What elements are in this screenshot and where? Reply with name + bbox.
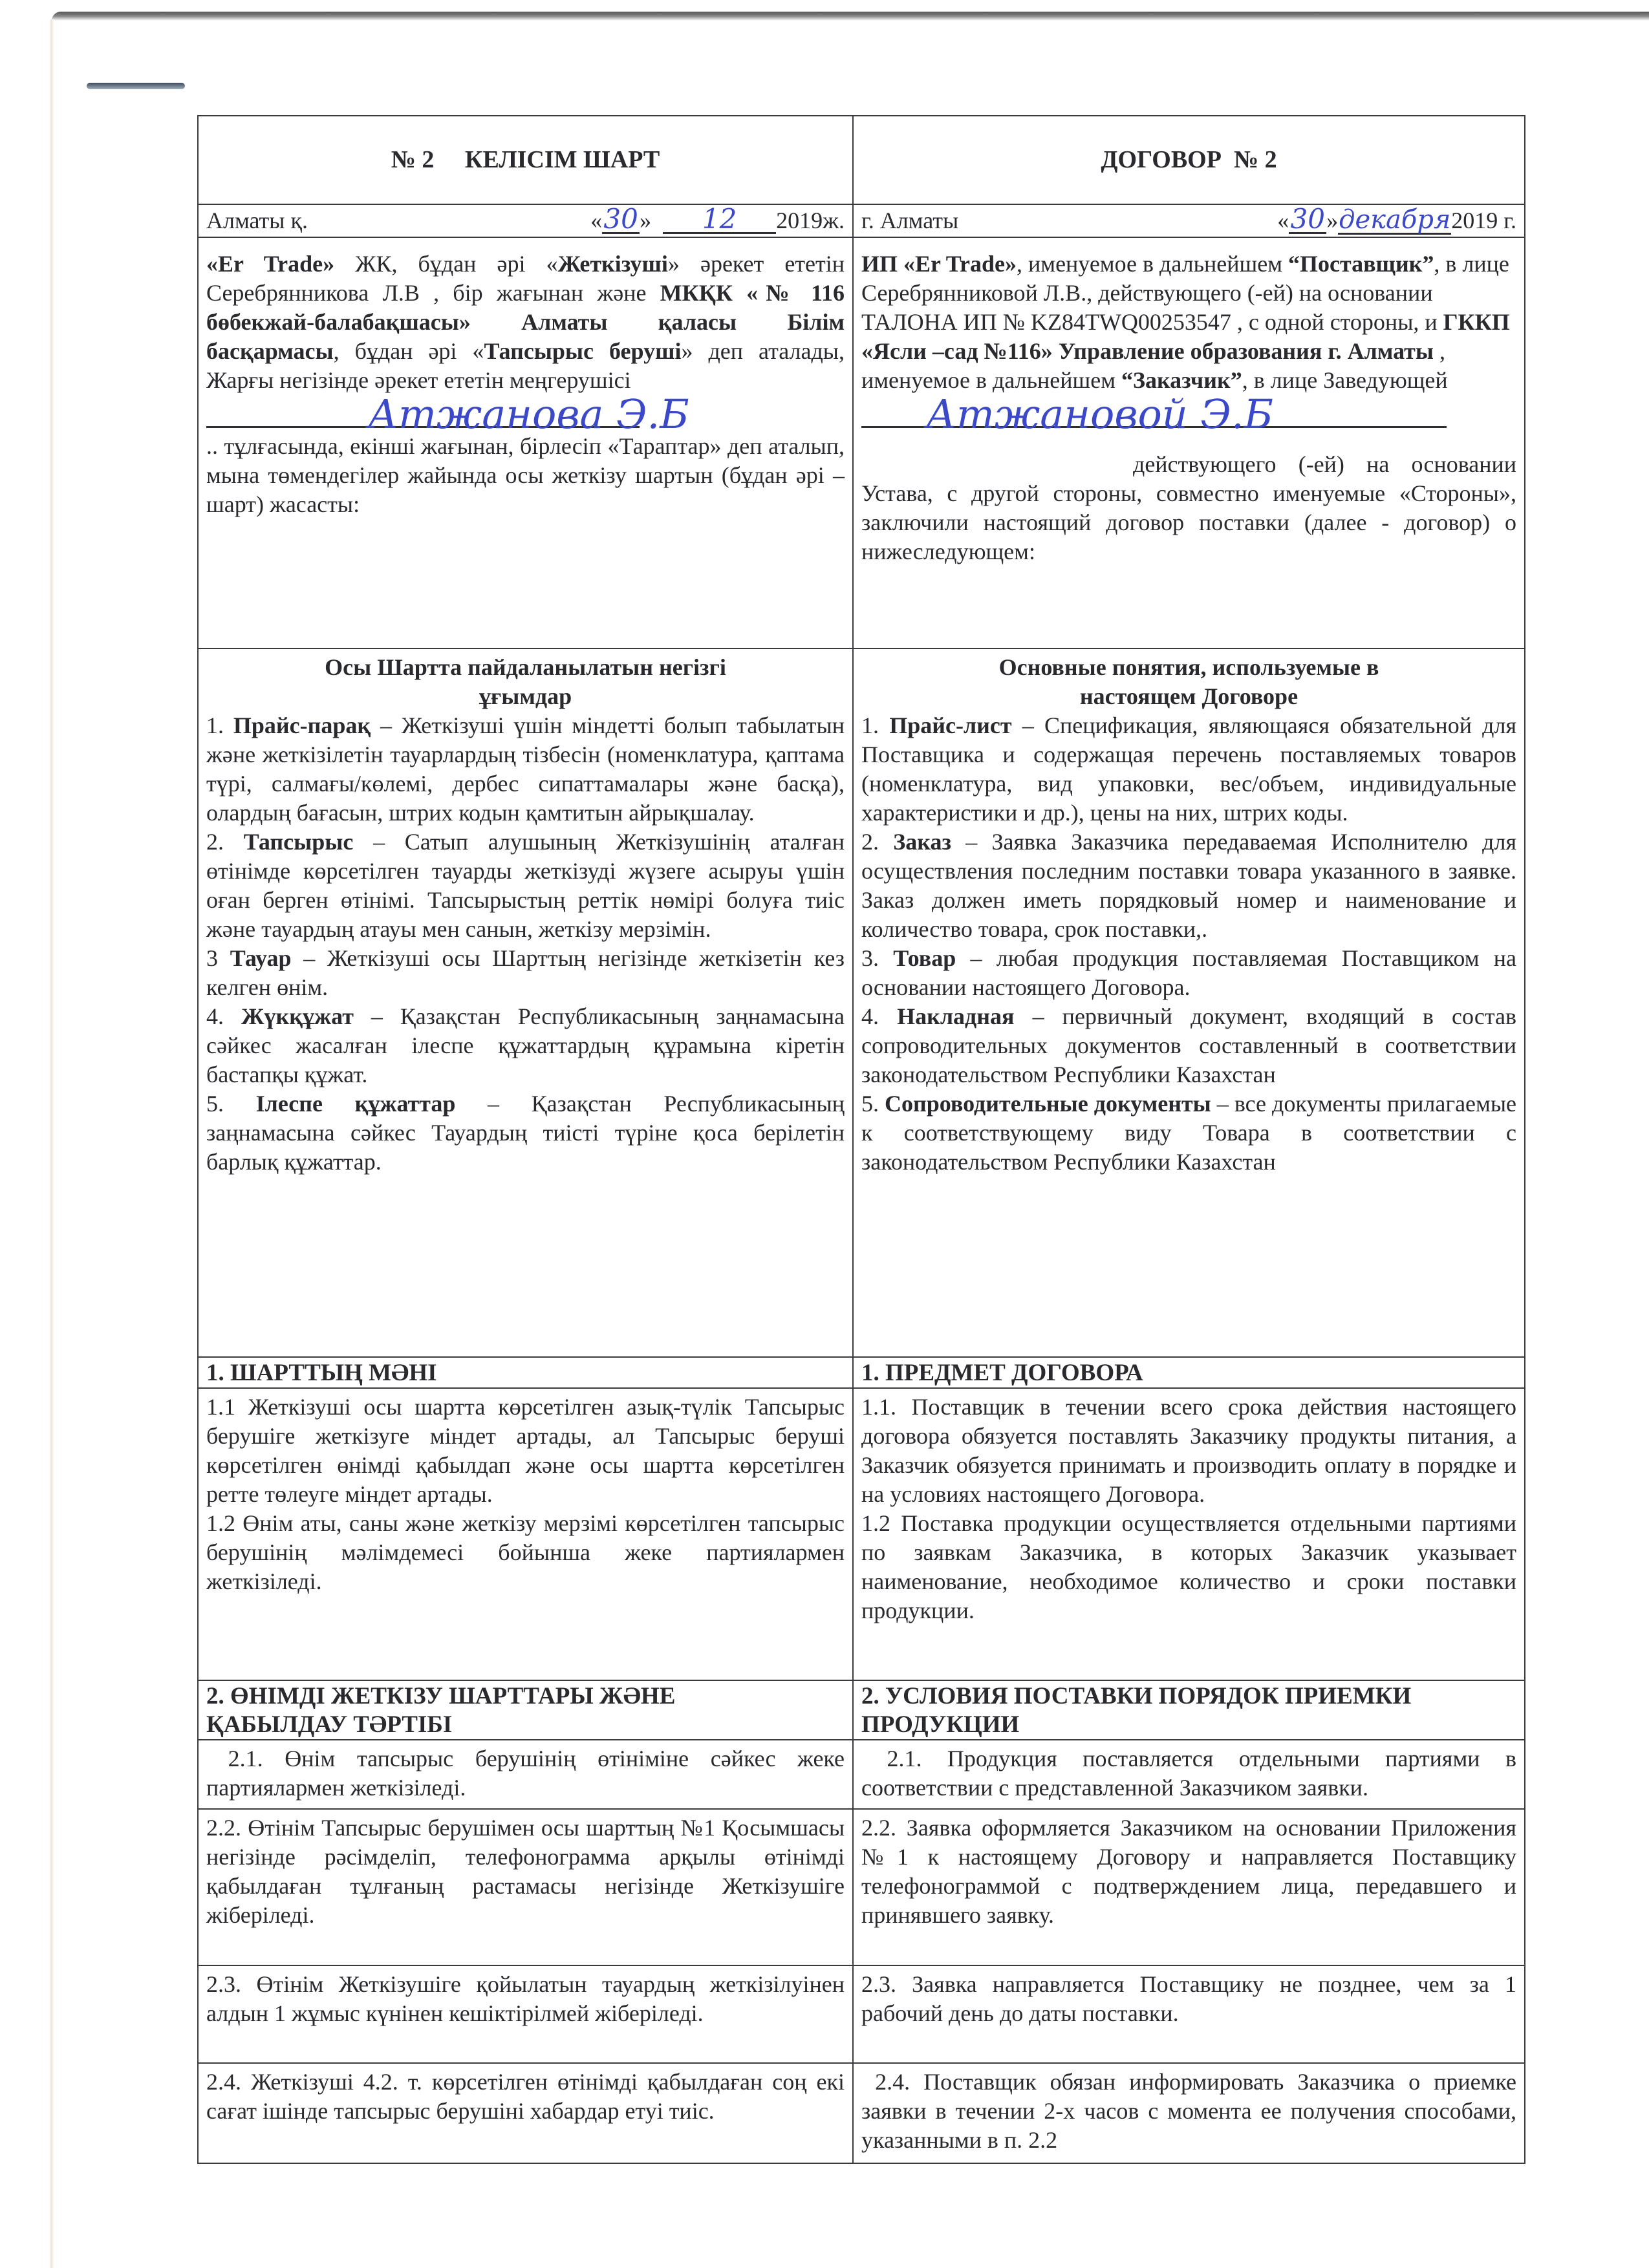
definition-item — [206, 1089, 845, 1177]
section1-body-kz — [198, 1388, 853, 1680]
def-text: – Қазақстан Республикасының заңнамасына сәйкес жасалған ілеспе құжаттардың құрамына кіретін бастапқы құжат. — [206, 1003, 845, 1087]
def-term: Прайс-лист — [889, 712, 1012, 738]
text: » деп аталады, Жарғы негізінде әрекет ететін меңгерушісі — [206, 338, 845, 393]
clause-2-4-kz: 2.4. Жеткізуші 4.2. т. көрсетілген өтінімді қабылдаған соң екі сағат ішінде тапсырыс берушіні хабардар етуі тиіс. — [198, 2063, 853, 2163]
def-text: – Қазақстан Республикасының заңнамасына сәйкес Тауардың тиісті түріне қоса берілетін барлық құжаттар. — [206, 1091, 845, 1175]
year-kz: 2019ж. — [776, 208, 845, 233]
section1-body-ru — [853, 1388, 1525, 1680]
quote-close: » — [640, 208, 652, 233]
definition-item — [861, 711, 1516, 828]
day-field-ru[interactable]: 30 — [1289, 206, 1326, 234]
text: , в лице Серебрянниковой Л.В., действующего (-ей) на основании ТАЛОНА ИП № KZ84TWQ00253547 , с одной стороны, и — [861, 251, 1509, 335]
supplier-role-kz: Жеткізуші — [557, 251, 668, 277]
def-num: 2. — [206, 829, 244, 855]
section1-heading-kz: 1. ШАРТТЫҢ МӘНІ — [198, 1357, 853, 1388]
clause-1-1-ru: 1.1. Поставщик в течении всего срока действия настоящего договора обязуется поставлять Заказчику продукты питания, а Заказчик обязуется принимать и производить оплату в порядке и на условиях настоящего Договора. — [861, 1394, 1516, 1507]
intro-kz — [198, 237, 853, 648]
section1-heading-ru: 1. ПРЕДМЕТ ДОГОВОРА — [853, 1357, 1525, 1388]
def-text: – Жеткізуші осы Шарттың негізінде жеткізетін кез келген өнім. — [206, 945, 845, 1000]
def-num: 5. — [861, 1091, 885, 1117]
quote-open: « — [1277, 208, 1289, 233]
def-text: – любая продукция поставляемая Поставщиком на основании настоящего Договора. — [861, 945, 1516, 1000]
signature-line-kz[interactable] — [206, 390, 689, 438]
clause-2-3-row — [198, 1965, 1525, 2063]
def-text: – Спецификация, являющаяся обязательной для Поставщика и содержащая перечень поставляемых товаров (номенклатура, вид упаковки, вес/объем, индивидуальные характеристики и др.), цены на них, штрих коды. — [861, 712, 1517, 826]
def-term: Сопроводительные документы — [885, 1091, 1211, 1117]
section1-body-row — [198, 1388, 1525, 1680]
text: » әрекет ететін Серебрянникова Л.В , бір жағынан және — [206, 251, 845, 306]
customer-role-ru: “Заказчик” — [1121, 367, 1242, 393]
clause-2-1-kz: 2.1. Өнім тапсырыс берушінің өтініміне сәйкес жеке партиялармен жеткізіледі. — [198, 1740, 853, 1809]
date-row — [198, 204, 1525, 237]
intro-row — [198, 237, 1525, 648]
definition-item — [861, 1089, 1516, 1177]
def-text: – Заявка Заказчика передаваемая Исполнителю для осуществления последним поставки товара указанного в заявке. Заказ должен иметь порядковый номер и наименование и количество товара, срок поставки,. — [861, 829, 1517, 942]
def-text: – все документы прилагаемые к соответствующему виду Товара в соответствии с законодательством Республики Казахстан — [861, 1091, 1516, 1175]
def-num: 2. — [861, 829, 894, 855]
def-term: Жүкқұжат — [241, 1003, 354, 1029]
def-num: 3. — [861, 945, 894, 971]
clause-2-4-row — [198, 2063, 1525, 2163]
text: , бұдан әрі « — [333, 338, 484, 364]
def-text: – Сатып алушының Жеткізушінің аталған өтінімде көрсетілген тауарды жеткізуді жүзеге асыруы үшін оған берген өтінімі. Тапсырыстың реттік нөмірі болуға тиіс және тауардың атауы мен санын, жеткізу мерзімін. — [206, 829, 845, 942]
customer-name-kz: МКҚК «№ 116 бөбекжай-балабақшасы» Алматы қаласы Білім басқармасы — [206, 280, 845, 364]
section2-heading-row — [198, 1680, 1525, 1740]
def-text: – первичный документ, входящий в состав сопроводительных документов составленный в соответствии законодательством Республики Казахстан — [861, 1003, 1517, 1087]
definitions-heading-kz: Осы Шартта пайдаланылатын негізгі ұғымдар — [325, 654, 726, 709]
supplier-name-ru: ИП «Er Trade» — [861, 251, 1017, 277]
definition-item — [206, 1002, 845, 1089]
clause-2-4-ru: 2.4. Поставщик обязан информировать Заказчика о приемке заявки в течении 2-х часов с момента ее получения способами, указанными в п. 2.2 — [853, 2063, 1525, 2163]
def-term: Прайс-парақ — [233, 712, 371, 738]
intro-ru — [853, 237, 1525, 648]
def-term: Заказ — [893, 829, 951, 855]
text: , именуемое в дальнейшем — [1017, 251, 1288, 277]
staple-mark — [87, 83, 185, 89]
intro-kz-paragraph-2: .. тұлғасында, екінші жағынан, бірлесіп «Тараптар» деп аталып, мына төмендегілер жайында осы жеткізу шартын (бұдан әрі – шарт) жасасты: — [206, 433, 845, 517]
definition-item — [861, 828, 1516, 944]
def-num: 4. — [206, 1003, 241, 1029]
section2-heading-kz: 2. ӨНІМДІ ЖЕТКІЗУ ШАРТТАРЫ ЖӘНЕ ҚАБЫЛДАУ ТӘРТІБІ — [198, 1680, 853, 1740]
scan-page-edge-top — [52, 12, 1649, 21]
clause-2-2-kz: 2.2. Өтінім Тапсырыс берушімен осы шарттың №1 Қосымшасы негізінде рәсімделіп, телефонограмма арқылы өтінімді қабылдаған тұлғаның растамасы негізінде Жеткізушіге жіберіледі. — [198, 1809, 853, 1965]
definition-item — [861, 1002, 1516, 1089]
definition-item — [206, 711, 845, 828]
clause-2-3-ru: 2.3. Заявка направляется Поставщику не позднее, чем за 1 рабочий день до даты поставки. — [853, 1965, 1525, 2063]
def-num: 1. — [206, 712, 233, 738]
quote-open: « — [590, 208, 603, 233]
text: , в лице Заведующей — [1242, 367, 1448, 393]
title-ru: ДОГОВОР № 2 — [853, 116, 1525, 204]
intro-ru-paragraph — [861, 250, 1516, 395]
quote-close: » — [1326, 208, 1339, 233]
supplier-role-ru: “Поставщик” — [1288, 251, 1434, 277]
title-row — [198, 116, 1525, 204]
city-kz: Алматы қ. — [206, 208, 308, 233]
year-ru: 2019 г. — [1451, 208, 1516, 233]
clause-1-2-ru: 1.2 Поставка продукции осуществляется отдельными партиями по заявкам Заказчика, в которых Заказчик указывает наименование, необходимое количество и сроки поставки продукции. — [861, 1510, 1516, 1623]
definition-item — [206, 944, 845, 1002]
section1-heading-row — [198, 1357, 1525, 1388]
section2-heading-ru: 2. УСЛОВИЯ ПОСТАВКИ ПОРЯДОК ПРИЕМКИ ПРОДУКЦИИ — [853, 1680, 1525, 1740]
def-num: 5. — [206, 1091, 256, 1117]
clause-1-1-kz: 1.1 Жеткізуші осы шартта көрсетілген азық-түлік Тапсырыс берушіге жеткізуге міндет артады, ал Тапсырыс беруші көрсетілген өнімді қабылдап және осы шартта көрсетілген ретте төлеуге міндет артады. — [206, 1394, 845, 1507]
def-term: Тауар — [230, 945, 292, 971]
intro-ru-paragraph-2: действующего (-ей) на основании Устава, с другой стороны, совместно именуемые «Стороны», заключили настоящий договор поставки (далее - договор) о нижеследующем: — [861, 451, 1516, 564]
def-num: 4. — [861, 1003, 898, 1029]
clause-1-2-kz: 1.2 Өнім аты, саны және жеткізу мерзімі көрсетілген тапсырыс берушінің мәлімдемесі бойынша жеке партиялармен жеткізіледі. — [206, 1510, 845, 1594]
clause-2-1-ru: 2.1. Продукция поставляется отдельными партиями в соответствии с представленной Заказчиком заявки. — [853, 1740, 1525, 1809]
def-num: 3 — [206, 945, 230, 971]
def-term: Ілеспе құжаттар — [255, 1091, 456, 1117]
month-field-kz[interactable]: 12 — [663, 206, 776, 234]
definitions-heading-ru: Основные понятия, используемые в настоящем Договоре — [998, 654, 1379, 709]
month-field-ru[interactable]: декабря — [1339, 205, 1451, 235]
text: , именуемое в дальнейшем — [861, 338, 1445, 393]
scan-page-edge-left — [50, 19, 54, 2268]
definitions-row — [198, 648, 1525, 1357]
date-cell-kz — [198, 204, 853, 237]
definitions-kz — [198, 648, 853, 1357]
clause-2-3-kz: 2.3. Өтінім Жеткізушіге қойылатын тауардың жеткізілуінен алдын 1 жұмыс күнінен кешіктірілмей жіберіледі. — [198, 1965, 853, 2063]
city-ru: г. Алматы — [861, 208, 959, 233]
customer-role-kz: Тапсырыс беруші — [484, 338, 682, 364]
clause-2-2-ru: 2.2. Заявка оформляется Заказчиком на основании Приложения №1 к настоящему Договору и направляется Поставщику телефонограммой с подтверждением лица, передавшего и принявшего заявку. — [853, 1809, 1525, 1965]
definition-item — [861, 944, 1516, 1002]
date-kz — [590, 203, 845, 235]
supplier-name-kz: «Er Trade» — [206, 251, 335, 277]
clause-2-2-row — [198, 1809, 1525, 1965]
def-text: – Жеткізуші үшін міндетті болып табылатын және жеткізілетін тауарлардың тізбесін (номенклатура, қаптама түрі, салмағы/көлемі, дербес сипаттамалары және басқа), олардың бағасын, штрих кодын қамтитын айрықшалау. — [206, 712, 845, 826]
definition-item — [206, 828, 845, 944]
def-num: 1. — [861, 712, 890, 738]
customer-name-ru: ГККП «Ясли –сад №116» Управление образования г. Алматы — [861, 309, 1510, 364]
date-ru — [1277, 203, 1516, 235]
title-kz: № 2 КЕЛІСІМ ШАРТ — [198, 116, 853, 204]
clause-2-1-row — [198, 1740, 1525, 1809]
def-term: Товар — [893, 945, 956, 971]
text: ЖК, бұдан әрі « — [334, 251, 558, 277]
def-term: Накладная — [897, 1003, 1015, 1029]
intro-kz-paragraph — [206, 250, 845, 395]
handwritten-signature-kz: Атжанова Э.Б — [368, 390, 689, 438]
signature-line-ru[interactable] — [861, 390, 1447, 438]
handwritten-signature-ru: Атжановой Э.Б — [926, 390, 1274, 438]
bilingual-contract-table — [197, 115, 1525, 2164]
definitions-ru — [853, 648, 1525, 1357]
day-field-kz[interactable]: 30 — [602, 206, 640, 234]
date-cell-ru — [853, 204, 1525, 237]
def-term: Тапсырыс — [243, 829, 354, 855]
